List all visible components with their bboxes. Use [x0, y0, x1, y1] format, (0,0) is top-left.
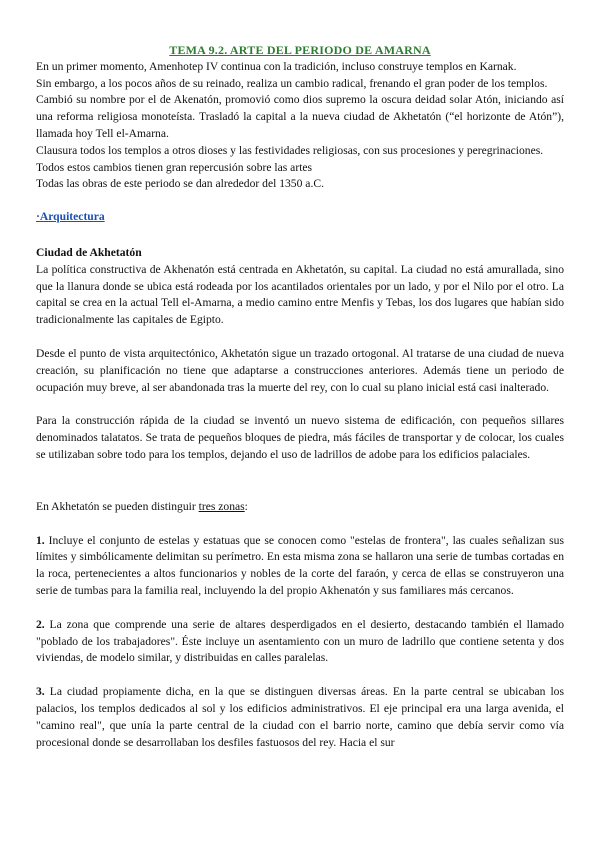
intro-block — [36, 59, 564, 193]
zones-intro-suffix: : — [244, 499, 248, 513]
zone-item — [36, 533, 564, 600]
intro-line: Cambió su nombre por el de Akenatón, promovió como dios supremo la oscura deidad solar Atón, iniciando así una reforma religiosa monoteísta. Trasladó la capital a la nueva ciudad de Akhetatón (“el horizonte de Atón”), llamada hoy Tell el-Amarna. — [36, 93, 564, 140]
zone-text: La ciudad propiamente dicha, en la que se distinguen diversas áreas. En la parte central se ubicaban los palacios, los templos dedicados al sol y los edificios administrativos. El eje principal era una larga avenida, el "camino real", que unía la parte central de la ciudad con el barrio norte, camino que debía servir como vía procesional donde se desarrollaban los desfiles fastuosos del rey. Hacia el sur — [36, 685, 564, 749]
zone-number: 2. — [36, 617, 45, 631]
zone-number: 3. — [36, 685, 45, 699]
zone-text: Incluye el conjunto de estelas y estatuas que se conocen como "estelas de frontera", las cuales señalizan sus límites y simbólicamente delimitan su perímetro. En esta misma zona se hallaron una serie de tumbas cortadas en la roca, pertenecientes a altos funcionarios y nobles de la corte del faraón, y cerca de ellas se construyeron una serie de tumbas para la familia real, incluyendo la del propio Akhenatón y sus familiares más cercanos. — [36, 533, 564, 597]
zones-intro — [36, 499, 564, 516]
paragraph: Desde el punto de vista arquitectónico, Akhetatón sigue un trazado ortogonal. Al tratarse de una ciudad de nueva creación, su planificación no tiene que adaptarse a construcciones anteriores. Además tiene un periodo de ocupación muy breve, al ser abandonada tras la muerte del rey, con lo cual su plano inicial está casi inalterado. — [36, 346, 564, 394]
paragraph: Para la construcción rápida de la ciudad se inventó un nuevo sistema de edificación, con pequeños sillares denominados talatatos. Se trata de pequeños bloques de piedra, más fáciles de transportar y de colocar, los cuales se utilizaban sobre todo para los templos, dejando el uso de ladrillos de adobe para los edificios palaciales. — [36, 414, 564, 461]
subheading: Ciudad de Akhetatón — [36, 245, 142, 259]
zone-text: La zona que comprende una serie de altares desperdigados en el desierto, destacando también el llamado "poblado de los trabajadores". Éste incluye un asentamiento con un muro de ladrillo que contiene setenta y dos viviendas, de modelo similar, y distribuidas en calles paralelas. — [36, 617, 564, 665]
intro-line: En un primer momento, Amenhotep IV continua con la tradición, incluso construye templos en Karnak. — [36, 59, 517, 73]
zone-number: 1. — [36, 533, 45, 547]
page-title: TEMA 9.2. ARTE DEL PERIODO DE AMARNA — [169, 43, 431, 57]
intro-line: Sin embargo, a los pocos años de su reinado, realiza un cambio radical, frenando el gran poder de los templos. — [36, 76, 548, 90]
zone-item — [36, 617, 564, 667]
intro-line: Todos estos cambios tienen gran repercusión sobre las artes — [36, 160, 313, 174]
zones-intro-prefix: En Akhetatón se pueden distinguir — [36, 499, 199, 513]
intro-line: Clausura todos los templos a otros dioses y las festividades religiosas, con sus procesiones y peregrinaciones. — [36, 143, 544, 157]
intro-line: Todas las obras de este periodo se dan alrededor del 1350 a.C. — [36, 177, 324, 191]
section-link-arquitectura[interactable]: ·Arquitectura — [36, 210, 105, 224]
paragraph: La política constructiva de Akhenatón está centrada en Akhetatón, su capital. La ciudad no está amurallada, sino que la llanura donde se ubica está rodeada por los acantilados orientales por un lado, y por el Nilo por el otro. La capital se crea en la actual Tell el-Amarna, a medio camino entre Menfis y Tebas, los dos lugares que habían sido tradicionalmente las capitales de Egipto. — [36, 262, 564, 327]
zones-intro-underlined: tres zonas — [198, 499, 245, 513]
document-page — [36, 42, 564, 751]
zone-item — [36, 684, 564, 751]
